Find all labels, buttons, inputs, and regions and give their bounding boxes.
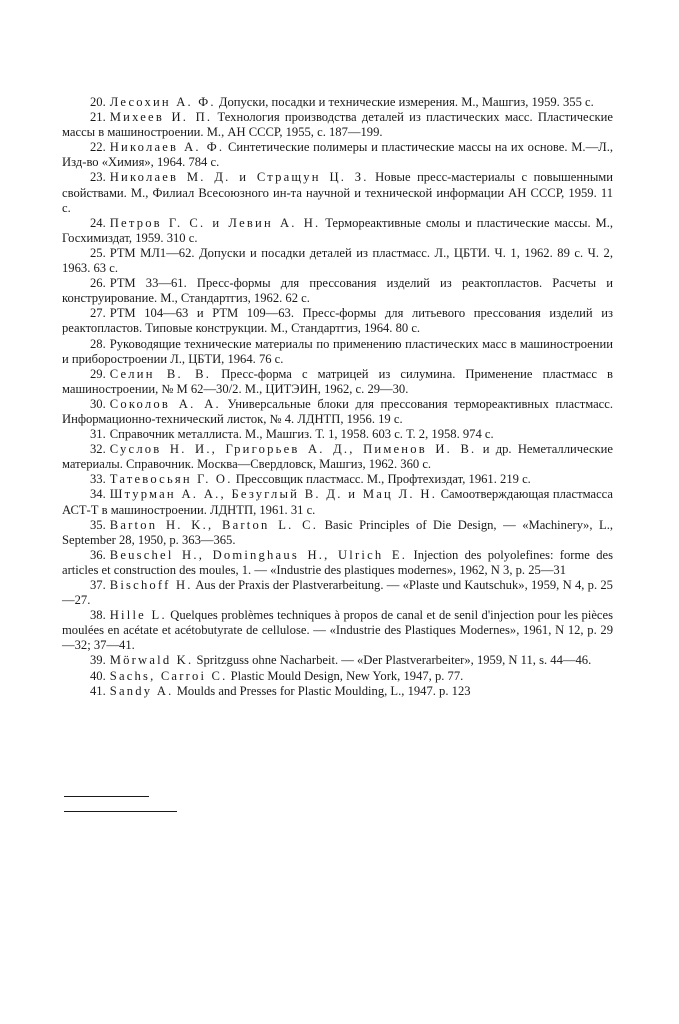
reference-number: 30.	[90, 396, 106, 411]
reference-number: 21.	[90, 110, 106, 125]
reference-item	[62, 276, 613, 306]
reference-number: 41.	[90, 683, 106, 698]
reference-author: Barton H. K., Barton L. C.	[109, 517, 319, 532]
reference-item	[62, 216, 613, 246]
reference-text: Injection des polyolefines: forme des articles et construction des moules, 1. — «Industrie des plastiques modernes», 1962, N 3, p. 25—31	[62, 547, 613, 577]
footnote-rule-long	[64, 811, 177, 812]
reference-item	[62, 427, 613, 442]
reference-author: Sandy A.	[109, 683, 174, 698]
reference-number: 36.	[90, 547, 106, 562]
reference-number: 22.	[90, 140, 106, 155]
reference-item	[62, 669, 613, 684]
reference-item	[62, 653, 613, 668]
reference-number: 31.	[90, 427, 106, 442]
reference-author: Михеев И. П.	[109, 110, 213, 125]
reference-item	[62, 548, 613, 578]
reference-item	[62, 170, 613, 215]
reference-item	[62, 306, 613, 336]
reference-author: Николаев А. Ф.	[109, 140, 225, 155]
reference-item	[62, 246, 613, 276]
reference-text: Plastic Mould Design, New York, 1947, p. 77.	[230, 668, 464, 683]
reference-number: 27.	[90, 306, 106, 321]
reference-number: 24.	[90, 215, 106, 230]
reference-item	[62, 578, 613, 608]
reference-item	[62, 140, 613, 170]
reference-number: 40.	[90, 668, 106, 683]
reference-text: Термореактивные смолы и пластические массы. М., Госхимиздат, 1959. 310 с.	[62, 215, 613, 245]
reference-number: 35.	[90, 517, 106, 532]
reference-author: Beuschel H., Dominghaus H., Ulrich E.	[109, 547, 408, 562]
reference-text: РТМ МЛ1—62. Допуски и посадки деталей из пластмасс. Л., ЦБТИ. Ч. 1, 1962. 89 с. Ч. 2, 1963. 63 с.	[62, 245, 613, 276]
reference-text: РТМ 104—63 и РТМ 109—63. Пресс-формы для литьевого прессования изделий из реактопластов. Типовые конструкции. М., Стандартгиз, 1964. 80 с.	[62, 306, 613, 336]
reference-text: Spritzguss ohne Nacharbeit. — «Der Plastverarbeiter», 1959, N 11, s. 44—46.	[196, 653, 592, 668]
reference-item	[62, 472, 613, 487]
reference-author: Суслов Н. И., Григорьев А. Д., Пименов И. В.	[109, 442, 477, 457]
reference-item	[62, 337, 613, 367]
reference-author: Штурман А. А., Безуглый В. Д. и Мац Л. Н.	[109, 487, 438, 502]
reference-text: и др. Неметаллические материалы. Справочник. Москва—Свердловск, Машгиз, 1962. 360 с.	[62, 442, 614, 472]
reference-text: Допуски, посадки и технические измерения. М., Машгиз, 1959. 355 с.	[218, 95, 594, 109]
reference-text: Basic Principles of Die Design, — «Machinery», L., September 28, 1950, p. 363—365.	[62, 517, 614, 547]
reference-author: Mörwald K.	[109, 653, 194, 668]
reference-number: 29.	[90, 366, 106, 381]
reference-list	[62, 95, 613, 699]
reference-text: Aus der Praxis der Plastverarbeitung. — «Plaste und Kautschuk», 1959, N 4, p. 25—27.	[62, 578, 613, 608]
reference-text: Самоотверждающая пластмасса АСТ-Т в машиностроении. ЛДНТП, 1961. 31 с.	[62, 487, 613, 517]
reference-author: Татевосьян Г. О.	[109, 472, 233, 487]
reference-item	[62, 518, 613, 548]
reference-item	[62, 367, 613, 397]
reference-number: 25.	[90, 245, 106, 260]
reference-number: 37.	[90, 578, 106, 592]
reference-text: Руководящие технические материалы по применению пластических масс в машиностроении и приборостроении Л., ЦБТИ, 1964. 76 с.	[62, 336, 613, 366]
reference-number: 32.	[90, 442, 106, 457]
reference-number: 38.	[90, 608, 106, 623]
reference-number: 20.	[90, 95, 106, 109]
reference-text: Quelques problèmes techniques à propos de canal et de senil d'injection pour les pièces moulées en acétate et acétobutyrate de cellulose. — «Industrie des Plastiques Modernes», 1961, N 12, p. 29—32; 37—41.	[62, 608, 613, 653]
reference-text: РТМ 33—61. Пресс-формы для прессования изделий из реактопластов. Расчеты и конструирование. М., Стандартгиз, 1962. 62 с.	[62, 276, 613, 306]
reference-item	[62, 684, 613, 699]
reference-number: 23.	[90, 170, 106, 185]
footnote-rule-short	[64, 796, 149, 797]
reference-text: Универсальные блоки для прессования термореактивных пластмасс. Информационно-технический листок, № 4. ЛДНТП, 1956. 19 с.	[62, 396, 613, 426]
reference-text: Пресс-форма с матрицей из силумина. Применение пластмасс в машиностроении, № М 62—30/2. М., ЦИТЭИН, 1962, с. 29—30.	[62, 366, 613, 396]
reference-author: Соколов А. А.	[109, 396, 221, 411]
reference-text: Технология производства деталей из пластических масс. Пластические массы в машиностроении. М., АН СССР, 1955, с. 187—199.	[62, 110, 613, 140]
reference-number: 34.	[90, 487, 106, 502]
reference-text: Синтетические полимеры и пластические массы на их основе. М.—Л., Изд-во «Химия», 1964. 784 с.	[62, 140, 613, 170]
reference-item	[62, 442, 613, 472]
reference-author: Bischoff H.	[109, 578, 193, 592]
reference-item	[62, 110, 613, 140]
reference-text: Прессовщик пластмасс. М., Профтехиздат, 1961. 219 с.	[235, 472, 531, 487]
reference-number: 33.	[90, 472, 106, 487]
reference-item	[62, 487, 613, 517]
reference-author: Селин В. В.	[109, 366, 212, 381]
reference-number: 28.	[90, 336, 106, 351]
reference-text: Moulds and Presses for Plastic Moulding, L., 1947. p. 123	[176, 683, 471, 698]
reference-author: Sachs, Carroi C.	[109, 668, 228, 683]
reference-text: Новые пресс-мастериалы с повышенными свойствами. М., Филиал Всесоюзного ин-та научной и технической информации АН СССР, 1959. 11 с.	[62, 170, 613, 215]
reference-number: 39.	[90, 653, 106, 668]
reference-author: Hille L.	[109, 608, 167, 623]
reference-number: 26.	[90, 276, 106, 291]
reference-item	[62, 95, 613, 110]
reference-author: Петров Г. С. и Левин А. Н.	[109, 215, 321, 230]
reference-text: Справочник металлиста. М., Машгиз. Т. 1, 1958. 603 с. Т. 2, 1958. 974 с.	[109, 427, 494, 442]
reference-author: Лесохин А. Ф.	[109, 95, 216, 109]
reference-item	[62, 397, 613, 427]
reference-author: Николаев М. Д. и Стращун Ц. З.	[109, 170, 369, 185]
reference-item	[62, 608, 613, 653]
